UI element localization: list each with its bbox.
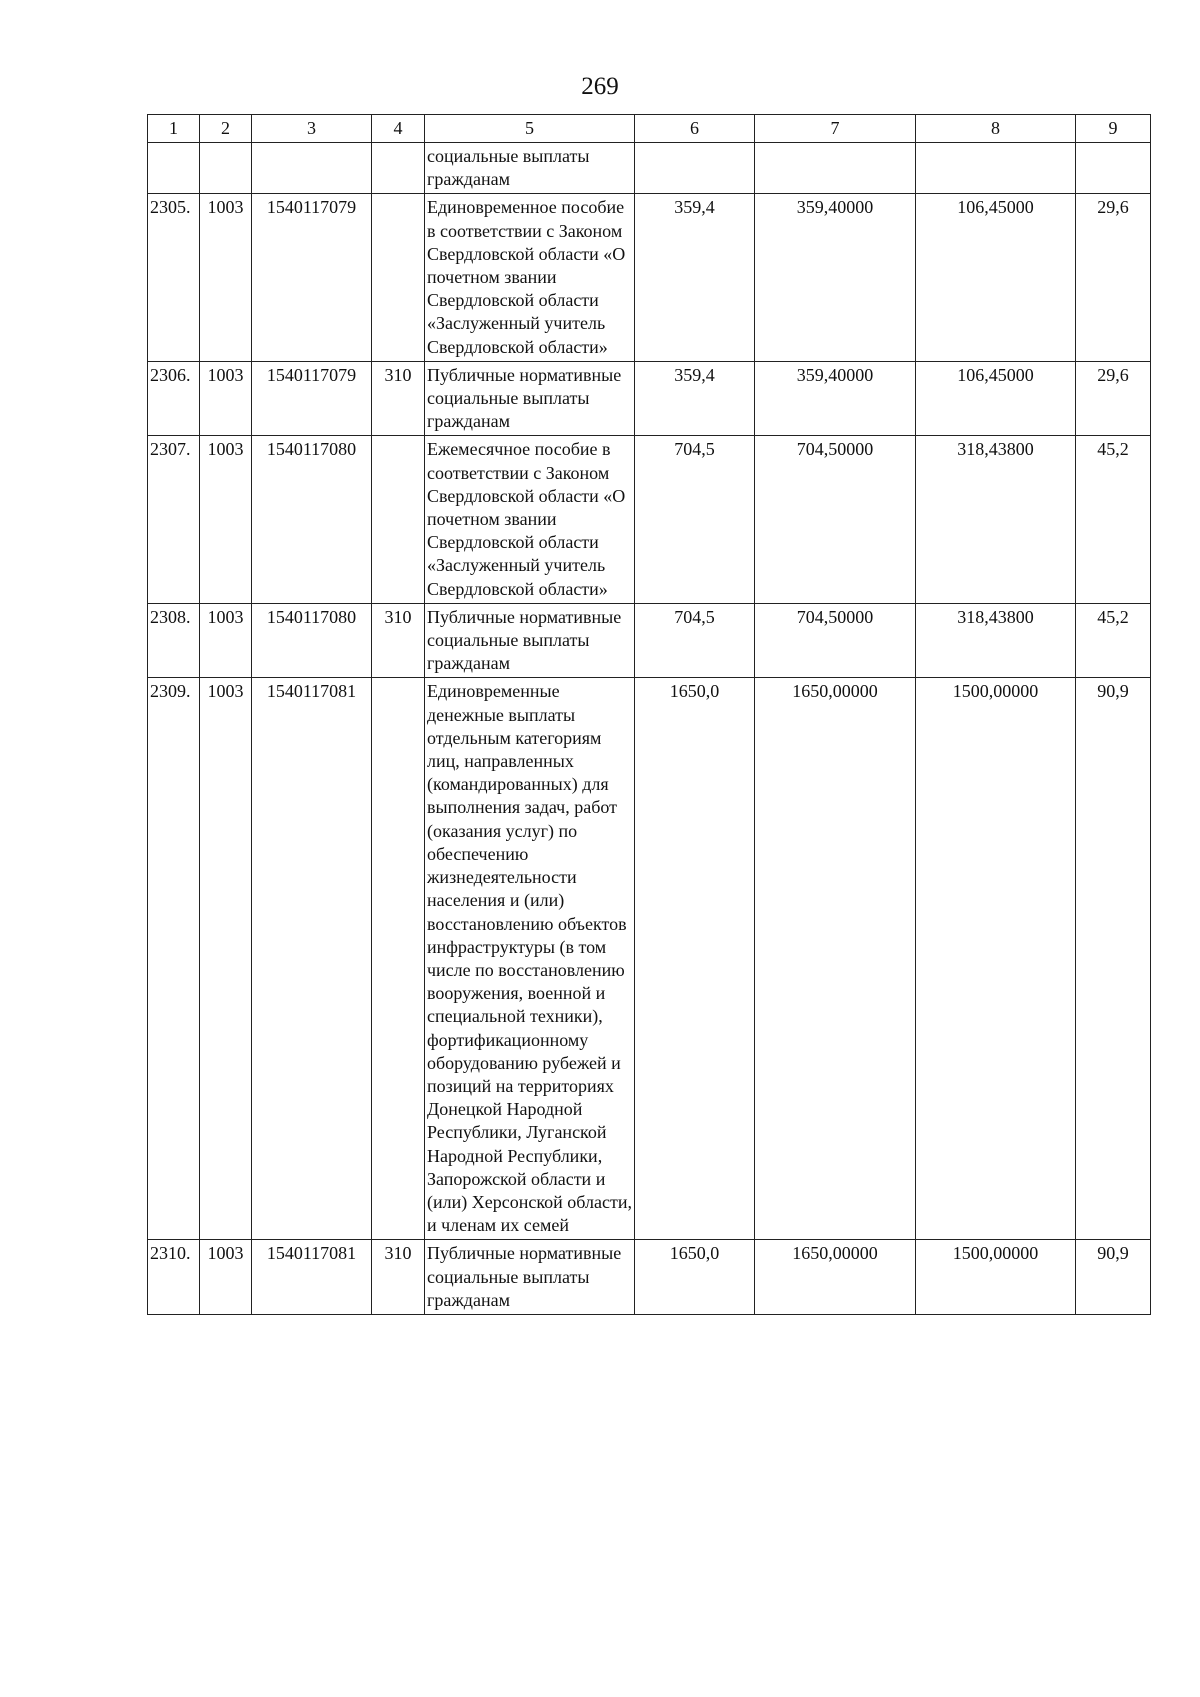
target-item-code-cell: 1540117080 — [252, 603, 372, 678]
amount-cell — [916, 143, 1076, 194]
description-cell: Единовременные денежные выплаты отдельным категориям лиц, направленных (командированных) для выполнения задач, работ (оказания услуг) по обеспечению жизнедеятельности населения и (или) восстановлению объектов инфраструктуры (в том числе по восстановлению вооружения, военной и специальной техники), фортификационному оборудованию рубежей и позиций на территориях Донецкой Народной Республики, Луганской Народной Республики, Запорожской области и (или) Херсонской области, и членам их семей — [425, 678, 635, 1240]
column-header: 5 — [425, 115, 635, 143]
column-header: 7 — [755, 115, 916, 143]
column-header: 8 — [916, 115, 1076, 143]
row-number-cell: 2305. — [148, 194, 200, 361]
percent-cell: 90,9 — [1076, 678, 1151, 1240]
column-header: 6 — [635, 115, 755, 143]
table-row — [148, 678, 1151, 1240]
table-row — [148, 143, 1151, 194]
row-number-cell: 2306. — [148, 361, 200, 436]
target-item-code-cell — [252, 143, 372, 194]
target-item-code-cell: 1540117081 — [252, 678, 372, 1240]
description-cell: Публичные нормативные социальные выплаты гражданам — [425, 1240, 635, 1315]
expense-type-code-cell — [372, 143, 425, 194]
amount-cell: 704,50000 — [755, 436, 916, 603]
amount-cell: 704,5 — [635, 436, 755, 603]
description-cell: социальные выплаты гражданам — [425, 143, 635, 194]
column-header: 9 — [1076, 115, 1151, 143]
amount-cell: 318,43800 — [916, 436, 1076, 603]
table-row — [148, 603, 1151, 678]
section-code-cell: 1003 — [200, 1240, 252, 1315]
amount-cell: 704,5 — [635, 603, 755, 678]
column-header: 1 — [148, 115, 200, 143]
amount-cell: 359,4 — [635, 361, 755, 436]
target-item-code-cell: 1540117081 — [252, 1240, 372, 1315]
percent-cell: 90,9 — [1076, 1240, 1151, 1315]
section-code-cell: 1003 — [200, 603, 252, 678]
percent-cell: 45,2 — [1076, 436, 1151, 603]
expense-type-code-cell — [372, 436, 425, 603]
percent-cell: 29,6 — [1076, 194, 1151, 361]
table-row — [148, 361, 1151, 436]
expense-type-code-cell: 310 — [372, 361, 425, 436]
amount-cell: 1650,00000 — [755, 1240, 916, 1315]
percent-cell: 29,6 — [1076, 361, 1151, 436]
description-cell: Публичные нормативные социальные выплаты гражданам — [425, 361, 635, 436]
column-header: 2 — [200, 115, 252, 143]
section-code-cell: 1003 — [200, 361, 252, 436]
amount-cell: 1650,0 — [635, 1240, 755, 1315]
amount-cell: 106,45000 — [916, 194, 1076, 361]
row-number-cell: 2309. — [148, 678, 200, 1240]
target-item-code-cell: 1540117080 — [252, 436, 372, 603]
budget-table — [147, 114, 1151, 1315]
amount-cell: 106,45000 — [916, 361, 1076, 436]
percent-cell — [1076, 143, 1151, 194]
row-number-cell: 2310. — [148, 1240, 200, 1315]
amount-cell: 318,43800 — [916, 603, 1076, 678]
table-row — [148, 194, 1151, 361]
amount-cell: 1650,00000 — [755, 678, 916, 1240]
amount-cell: 1500,00000 — [916, 678, 1076, 1240]
page-number: 269 — [581, 73, 619, 100]
description-cell: Ежемесячное пособие в соответствии с Законом Свердловской области «О почетном звании Свердловской области «Заслуженный учитель Свердловской области» — [425, 436, 635, 603]
section-code-cell: 1003 — [200, 194, 252, 361]
row-number-cell: 2307. — [148, 436, 200, 603]
column-header: 4 — [372, 115, 425, 143]
row-number-cell: 2308. — [148, 603, 200, 678]
table-row — [148, 1240, 1151, 1315]
amount-cell: 359,4 — [635, 194, 755, 361]
expense-type-code-cell: 310 — [372, 603, 425, 678]
section-code-cell: 1003 — [200, 678, 252, 1240]
table-row — [148, 436, 1151, 603]
amount-cell — [755, 143, 916, 194]
description-cell: Единовременное пособие в соответствии с Законом Свердловской области «О почетном звании Свердловской области «Заслуженный учитель Свердловской области» — [425, 194, 635, 361]
column-header: 3 — [252, 115, 372, 143]
amount-cell: 1500,00000 — [916, 1240, 1076, 1315]
percent-cell: 45,2 — [1076, 603, 1151, 678]
amount-cell — [635, 143, 755, 194]
expense-type-code-cell — [372, 678, 425, 1240]
target-item-code-cell: 1540117079 — [252, 194, 372, 361]
expense-type-code-cell — [372, 194, 425, 361]
amount-cell: 1650,0 — [635, 678, 755, 1240]
section-code-cell — [200, 143, 252, 194]
row-number-cell — [148, 143, 200, 194]
table-header-row — [148, 115, 1151, 143]
expense-type-code-cell: 310 — [372, 1240, 425, 1315]
amount-cell: 359,40000 — [755, 194, 916, 361]
amount-cell: 704,50000 — [755, 603, 916, 678]
amount-cell: 359,40000 — [755, 361, 916, 436]
description-cell: Публичные нормативные социальные выплаты гражданам — [425, 603, 635, 678]
section-code-cell: 1003 — [200, 436, 252, 603]
target-item-code-cell: 1540117079 — [252, 361, 372, 436]
